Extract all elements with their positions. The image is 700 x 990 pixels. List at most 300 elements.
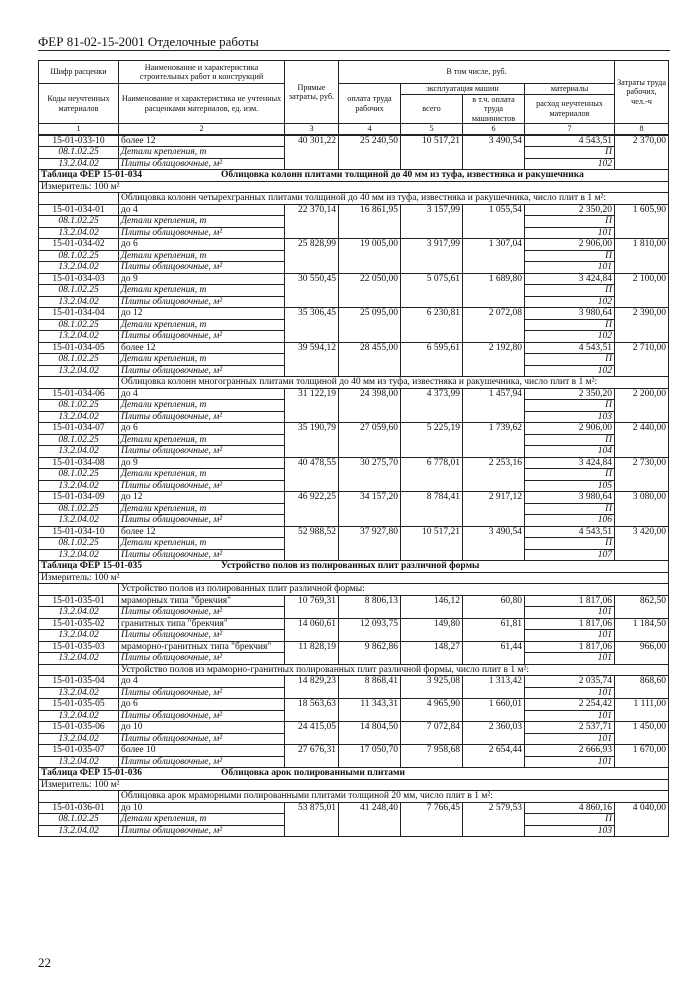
material-quantity: 102 — [525, 158, 615, 170]
machine-cost: 148,27 — [401, 641, 463, 664]
material-code: 13.2.04.02 — [39, 825, 119, 837]
rate-code: 15-01-033-10 — [39, 135, 119, 147]
material-name: Детали крепления, т — [119, 319, 285, 331]
labor-cost: 1 670,00 — [615, 745, 669, 768]
wage-cost: 16 861,95 — [339, 204, 401, 239]
column-header — [38, 60, 669, 135]
material-cost: 2 537,71 — [525, 722, 615, 734]
material-quantity: 101 — [525, 607, 615, 619]
material-code: 13.2.04.02 — [39, 756, 119, 768]
material-code: 13.2.04.02 — [39, 158, 119, 170]
machinist-wage: 2 579,53 — [463, 802, 525, 837]
material-quantity: 101 — [525, 227, 615, 239]
table-code: Таблица ФЕР 15-01-035 — [41, 561, 143, 571]
machine-cost: 6 230,81 — [401, 308, 463, 343]
material-code: 13.2.04.02 — [39, 262, 119, 274]
table-code: Таблица ФЕР 15-01-036 — [41, 768, 143, 778]
table-row — [39, 239, 669, 251]
rate-name: до 4 — [119, 204, 285, 216]
machine-cost: 4 373,99 — [401, 388, 463, 423]
header-code-materials: Коды неучтенных материалов — [39, 84, 119, 124]
material-quantity: 105 — [525, 480, 615, 492]
header-name-materials: Наименование и характеристика не учтенных расценками материалов, ед. изм. — [119, 84, 285, 124]
rate-code: 15-01-034-06 — [39, 388, 119, 400]
material-cost: 1 817,06 — [525, 618, 615, 630]
material-code: 08.1.02.25 — [39, 469, 119, 481]
labor-cost: 966,00 — [615, 641, 669, 664]
material-code: 13.2.04.02 — [39, 446, 119, 458]
table-row — [39, 699, 669, 711]
material-cost: 4 543,51 — [525, 135, 615, 147]
material-name: Плиты облицовочные, м² — [119, 733, 285, 745]
material-name: Детали крепления, т — [119, 538, 285, 550]
table-row — [39, 273, 669, 285]
material-quantity: П — [525, 250, 615, 262]
machinist-wage: 3 490,54 — [463, 526, 525, 561]
material-code: 13.2.04.02 — [39, 365, 119, 377]
material-name: Плиты облицовочные, м² — [119, 653, 285, 665]
material-code: 13.2.04.02 — [39, 296, 119, 308]
wage-cost: 22 050,00 — [339, 273, 401, 308]
machinist-wage: 1 457,94 — [463, 388, 525, 423]
table-title: Облицовка колонн плитами толщиной до 40 мм из туфа, известняка и ракушечника — [221, 170, 584, 180]
labor-cost: 2 390,00 — [615, 308, 669, 343]
header-machines-total: всего — [401, 94, 463, 124]
rate-code: 15-01-035-01 — [39, 595, 119, 607]
labor-cost: 2 710,00 — [615, 342, 669, 377]
page-header: ФЕР 81-02-15-2001 Отделочные работы — [38, 34, 259, 49]
rate-code: 15-01-036-01 — [39, 802, 119, 814]
group-description: Облицовка арок мраморными полированными плитами толщиной 20 мм, число плит в 1 м²: — [119, 791, 669, 803]
wage-cost: 17 050,70 — [339, 745, 401, 768]
wage-cost: 28 455,00 — [339, 342, 401, 377]
table-code: Таблица ФЕР 15-01-034 — [41, 170, 143, 180]
material-name: Плиты облицовочные, м² — [119, 515, 285, 527]
page-number: 22 — [38, 955, 51, 970]
machinist-wage: 3 490,54 — [463, 135, 525, 170]
wage-cost: 27 059,60 — [339, 423, 401, 458]
material-name: Плиты облицовочные, м² — [119, 549, 285, 561]
machine-cost: 8 784,41 — [401, 492, 463, 527]
rate-code: 15-01-035-05 — [39, 699, 119, 711]
rate-name: до 9 — [119, 273, 285, 285]
material-cost: 3 980,64 — [525, 308, 615, 320]
labor-cost: 1 184,50 — [615, 618, 669, 641]
material-cost: 2 035,74 — [525, 676, 615, 688]
rate-name: мраморно-гранитных типа "брекчия" — [119, 641, 285, 653]
material-cost: 4 543,51 — [525, 526, 615, 538]
material-code: 13.2.04.02 — [39, 411, 119, 423]
material-cost: 2 906,00 — [525, 239, 615, 251]
labor-cost: 1 810,00 — [615, 239, 669, 274]
machinist-wage: 2 253,16 — [463, 457, 525, 492]
table-row — [39, 342, 669, 354]
wage-cost: 8 868,41 — [339, 676, 401, 699]
material-cost: 3 980,64 — [525, 492, 615, 504]
machine-cost: 3 157,99 — [401, 204, 463, 239]
material-cost: 3 424,84 — [525, 457, 615, 469]
material-quantity: 102 — [525, 331, 615, 343]
material-code: 13.2.04.02 — [39, 710, 119, 722]
rate-name: гранитных типа "брекчия" — [119, 618, 285, 630]
material-quantity: П — [525, 434, 615, 446]
rate-code: 15-01-034-08 — [39, 457, 119, 469]
machine-cost: 5 075,61 — [401, 273, 463, 308]
table-row — [39, 457, 669, 469]
rate-code: 15-01-035-02 — [39, 618, 119, 630]
material-code: 08.1.02.25 — [39, 503, 119, 515]
material-cost: 3 424,84 — [525, 273, 615, 285]
material-quantity: 103 — [525, 825, 615, 837]
material-name: Плиты облицовочные, м² — [119, 825, 285, 837]
material-code: 08.1.02.25 — [39, 319, 119, 331]
labor-cost: 2 370,00 — [615, 135, 669, 170]
material-quantity: 103 — [525, 411, 615, 423]
material-name: Плиты облицовочные, м² — [119, 710, 285, 722]
direct-cost: 22 370,14 — [285, 204, 339, 239]
wage-cost: 9 862,86 — [339, 641, 401, 664]
material-name: Детали крепления, т — [119, 285, 285, 297]
rate-name: до 12 — [119, 308, 285, 320]
machinist-wage: 60,80 — [463, 595, 525, 618]
header-materials-use: расход неучтенных материалов — [525, 94, 615, 124]
rate-code: 15-01-034-09 — [39, 492, 119, 504]
wage-cost: 25 095,00 — [339, 308, 401, 343]
material-cost: 2 906,00 — [525, 423, 615, 435]
table-title-row — [39, 170, 669, 182]
machine-cost: 6 778,01 — [401, 457, 463, 492]
machine-cost: 6 595,61 — [401, 342, 463, 377]
wage-cost: 19 005,00 — [339, 239, 401, 274]
rate-name: до 4 — [119, 388, 285, 400]
material-code: 13.2.04.02 — [39, 733, 119, 745]
material-quantity: 101 — [525, 733, 615, 745]
direct-cost: 18 563,63 — [285, 699, 339, 722]
direct-cost: 14 829,23 — [285, 676, 339, 699]
machinist-wage: 2 360,03 — [463, 722, 525, 745]
group-description: Облицовка колонн многогранных плитами толщиной до 40 мм из туфа, известняка и ракушечника, число плит в 1 м²: — [119, 377, 669, 389]
direct-cost: 10 769,31 — [285, 595, 339, 618]
column-number: 6 — [463, 124, 525, 135]
column-number: 8 — [615, 124, 669, 135]
wage-cost: 14 804,50 — [339, 722, 401, 745]
labor-cost: 1 111,00 — [615, 699, 669, 722]
price-table — [38, 60, 668, 837]
machine-cost: 4 965,90 — [401, 699, 463, 722]
table-row — [39, 802, 669, 814]
header-rule — [38, 50, 670, 51]
material-code: 13.2.04.02 — [39, 331, 119, 343]
direct-cost: 25 828,99 — [285, 239, 339, 274]
material-quantity: 102 — [525, 296, 615, 308]
labor-cost: 1 450,00 — [615, 722, 669, 745]
material-quantity: П — [525, 216, 615, 228]
column-number: 4 — [339, 124, 401, 135]
rate-code: 15-01-035-07 — [39, 745, 119, 757]
rate-name: более 10 — [119, 745, 285, 757]
machinist-wage: 2 917,12 — [463, 492, 525, 527]
material-code: 13.2.04.02 — [39, 653, 119, 665]
header-code: Шифр расценки — [39, 61, 119, 84]
column-number: 7 — [525, 124, 615, 135]
direct-cost: 53 875,01 — [285, 802, 339, 837]
table-row — [39, 492, 669, 504]
machinist-wage: 2 654,44 — [463, 745, 525, 768]
table-row — [39, 135, 669, 147]
material-quantity: П — [525, 814, 615, 826]
material-name: Детали крепления, т — [119, 147, 285, 159]
labor-cost: 2 100,00 — [615, 273, 669, 308]
spacer — [39, 584, 119, 596]
material-quantity: П — [525, 469, 615, 481]
column-number: 3 — [285, 124, 339, 135]
table-title-row — [39, 561, 669, 573]
wage-cost: 41 248,40 — [339, 802, 401, 837]
header-labor: Затраты труда рабочих, чел.-ч — [615, 61, 669, 124]
material-quantity: 106 — [525, 515, 615, 527]
machinist-wage: 61,81 — [463, 618, 525, 641]
direct-cost: 27 676,31 — [285, 745, 339, 768]
material-quantity: П — [525, 400, 615, 412]
rate-code: 15-01-034-02 — [39, 239, 119, 251]
material-quantity: 101 — [525, 756, 615, 768]
header-name: Наименование и характеристика строительных работ и конструкций — [119, 61, 285, 84]
table-title: Облицовка арок полированными плитами — [221, 768, 405, 778]
table-row — [39, 423, 669, 435]
table-row — [39, 722, 669, 734]
material-name: Плиты облицовочные, м² — [119, 756, 285, 768]
material-name: Плиты облицовочные, м² — [119, 262, 285, 274]
rate-code: 15-01-034-07 — [39, 423, 119, 435]
wage-cost: 30 275,70 — [339, 457, 401, 492]
direct-cost: 40 478,55 — [285, 457, 339, 492]
material-quantity: П — [525, 538, 615, 550]
material-name: Плиты облицовочные, м² — [119, 296, 285, 308]
direct-cost: 39 594,12 — [285, 342, 339, 377]
material-name: Плиты облицовочные, м² — [119, 227, 285, 239]
column-number: 1 — [39, 124, 119, 135]
rate-name: более 12 — [119, 135, 285, 147]
material-quantity: П — [525, 285, 615, 297]
machinist-wage: 2 072,08 — [463, 308, 525, 343]
rate-name: до 12 — [119, 492, 285, 504]
material-cost: 4 860,16 — [525, 802, 615, 814]
labor-cost: 1 605,90 — [615, 204, 669, 239]
column-number: 5 — [401, 124, 463, 135]
material-code: 13.2.04.02 — [39, 480, 119, 492]
material-quantity: П — [525, 354, 615, 366]
direct-cost: 14 060,61 — [285, 618, 339, 641]
spacer — [39, 193, 119, 205]
material-name: Плиты облицовочные, м² — [119, 630, 285, 642]
rate-code: 15-01-035-03 — [39, 641, 119, 653]
wage-cost: 24 398,00 — [339, 388, 401, 423]
material-quantity: 101 — [525, 687, 615, 699]
material-quantity: 101 — [525, 262, 615, 274]
rate-code: 15-01-034-01 — [39, 204, 119, 216]
wage-cost: 25 240,50 — [339, 135, 401, 170]
material-code: 13.2.04.02 — [39, 607, 119, 619]
material-code: 13.2.04.02 — [39, 549, 119, 561]
table-row — [39, 526, 669, 538]
machine-cost: 7 766,45 — [401, 802, 463, 837]
material-name: Детали крепления, т — [119, 216, 285, 228]
material-name: Плиты облицовочные, м² — [119, 446, 285, 458]
machinist-wage: 61,44 — [463, 641, 525, 664]
material-quantity: П — [525, 319, 615, 331]
labor-cost: 862,50 — [615, 595, 669, 618]
measurement-unit: Измеритель: 100 м² — [39, 572, 669, 584]
material-name: Детали крепления, т — [119, 354, 285, 366]
material-code: 08.1.02.25 — [39, 814, 119, 826]
material-name: Детали крепления, т — [119, 503, 285, 515]
material-quantity: 107 — [525, 549, 615, 561]
rate-name: до 9 — [119, 457, 285, 469]
table-row — [39, 595, 669, 607]
table-row — [39, 745, 669, 757]
material-code: 08.1.02.25 — [39, 216, 119, 228]
material-cost: 2 350,20 — [525, 204, 615, 216]
machine-cost: 10 517,21 — [401, 526, 463, 561]
rate-name: до 10 — [119, 802, 285, 814]
rate-name: до 10 — [119, 722, 285, 734]
table-row — [39, 676, 669, 688]
material-quantity: 101 — [525, 630, 615, 642]
direct-cost: 46 922,25 — [285, 492, 339, 527]
rate-code: 15-01-034-03 — [39, 273, 119, 285]
wage-cost: 12 093,75 — [339, 618, 401, 641]
wage-cost: 11 343,31 — [339, 699, 401, 722]
material-code: 08.1.02.25 — [39, 400, 119, 412]
material-code: 08.1.02.25 — [39, 354, 119, 366]
header-machines: эксплуатация машин — [401, 84, 525, 95]
table-row — [39, 388, 669, 400]
rate-code: 15-01-035-04 — [39, 676, 119, 688]
machinist-wage: 1 689,80 — [463, 273, 525, 308]
material-name: Детали крепления, т — [119, 814, 285, 826]
material-code: 08.1.02.25 — [39, 538, 119, 550]
material-cost: 1 817,06 — [525, 595, 615, 607]
wage-cost: 37 927,80 — [339, 526, 401, 561]
rate-name: мраморных типа "брекчия" — [119, 595, 285, 607]
direct-cost: 31 122,19 — [285, 388, 339, 423]
wage-cost: 34 157,20 — [339, 492, 401, 527]
group-description: Облицовка колонн четырехгранных плитами толщиной до 40 мм из туфа, известняка и ракушечника, число плит в 1 м²: — [119, 193, 669, 205]
material-name: Плиты облицовочные, м² — [119, 607, 285, 619]
machine-cost: 146,12 — [401, 595, 463, 618]
direct-cost: 11 828,19 — [285, 641, 339, 664]
header-materials: материалы — [525, 84, 615, 95]
header-included: В том числе, руб. — [339, 61, 615, 84]
machinist-wage: 1 739,62 — [463, 423, 525, 458]
material-name: Детали крепления, т — [119, 434, 285, 446]
rate-name: до 4 — [119, 676, 285, 688]
material-cost: 2 350,20 — [525, 388, 615, 400]
material-quantity: 104 — [525, 446, 615, 458]
group-description: Устройство полов из мраморно-гранитных полированных плит различной формы, число плит в 1 м²: — [119, 664, 669, 676]
measurement-unit: Измеритель: 100 м² — [39, 779, 669, 791]
machine-cost: 7 072,84 — [401, 722, 463, 745]
labor-cost: 3 080,00 — [615, 492, 669, 527]
material-cost: 4 543,51 — [525, 342, 615, 354]
material-name: Плиты облицовочные, м² — [119, 365, 285, 377]
spacer — [39, 377, 119, 389]
material-quantity: 101 — [525, 710, 615, 722]
spacer — [39, 791, 119, 803]
rate-code: 15-01-034-05 — [39, 342, 119, 354]
machine-cost: 5 225,19 — [401, 423, 463, 458]
material-code: 08.1.02.25 — [39, 434, 119, 446]
material-quantity: П — [525, 503, 615, 515]
labor-cost: 2 200,00 — [615, 388, 669, 423]
labor-cost: 868,60 — [615, 676, 669, 699]
table-title: Устройство полов из полированных плит различной формы — [221, 561, 480, 571]
machine-cost: 7 958,68 — [401, 745, 463, 768]
rate-code: 15-01-034-10 — [39, 526, 119, 538]
machine-cost: 3 917,99 — [401, 239, 463, 274]
labor-cost: 3 420,00 — [615, 526, 669, 561]
machine-cost: 149,80 — [401, 618, 463, 641]
direct-cost: 40 301,22 — [285, 135, 339, 170]
material-quantity: 101 — [525, 653, 615, 665]
machinist-wage: 1 055,54 — [463, 204, 525, 239]
material-name: Плиты облицовочные, м² — [119, 687, 285, 699]
material-code: 13.2.04.02 — [39, 630, 119, 642]
rate-name: более 12 — [119, 342, 285, 354]
material-name: Детали крепления, т — [119, 469, 285, 481]
material-cost: 1 817,06 — [525, 641, 615, 653]
table-row — [39, 204, 669, 216]
machinist-wage: 1 313,42 — [463, 676, 525, 699]
direct-cost: 52 988,52 — [285, 526, 339, 561]
header-wage: оплата труда рабочих — [339, 84, 401, 124]
material-name: Детали крепления, т — [119, 400, 285, 412]
direct-cost: 30 550,45 — [285, 273, 339, 308]
rate-name: до 6 — [119, 699, 285, 711]
table-row — [39, 308, 669, 320]
spacer — [39, 664, 119, 676]
rate-name: до 6 — [119, 423, 285, 435]
material-name: Плиты облицовочные, м² — [119, 411, 285, 423]
machine-cost: 10 517,21 — [401, 135, 463, 170]
measurement-unit: Измеритель: 100 м² — [39, 181, 669, 193]
material-quantity: 102 — [525, 365, 615, 377]
column-number: 2 — [119, 124, 285, 135]
material-cost: 2 666,93 — [525, 745, 615, 757]
table-title-row — [39, 768, 669, 780]
header-direct: Прямые затраты, руб. — [285, 61, 339, 124]
table-row — [39, 618, 669, 630]
material-name: Детали крепления, т — [119, 250, 285, 262]
header-machines-wage: в т.ч. оплата труда машинистов — [463, 94, 525, 124]
material-code: 13.2.04.02 — [39, 227, 119, 239]
material-code: 08.1.02.25 — [39, 147, 119, 159]
machinist-wage: 1 660,01 — [463, 699, 525, 722]
table-row — [39, 641, 669, 653]
direct-cost: 35 190,79 — [285, 423, 339, 458]
machine-cost: 3 925,08 — [401, 676, 463, 699]
material-name: Плиты облицовочные, м² — [119, 331, 285, 343]
rates-table — [38, 135, 669, 838]
material-name: Плиты облицовочные, м² — [119, 480, 285, 492]
rate-name: более 12 — [119, 526, 285, 538]
labor-cost: 4 040,00 — [615, 802, 669, 837]
labor-cost: 2 730,00 — [615, 457, 669, 492]
material-code: 08.1.02.25 — [39, 250, 119, 262]
wage-cost: 8 806,13 — [339, 595, 401, 618]
rate-name: до 6 — [119, 239, 285, 251]
material-quantity: П — [525, 147, 615, 159]
